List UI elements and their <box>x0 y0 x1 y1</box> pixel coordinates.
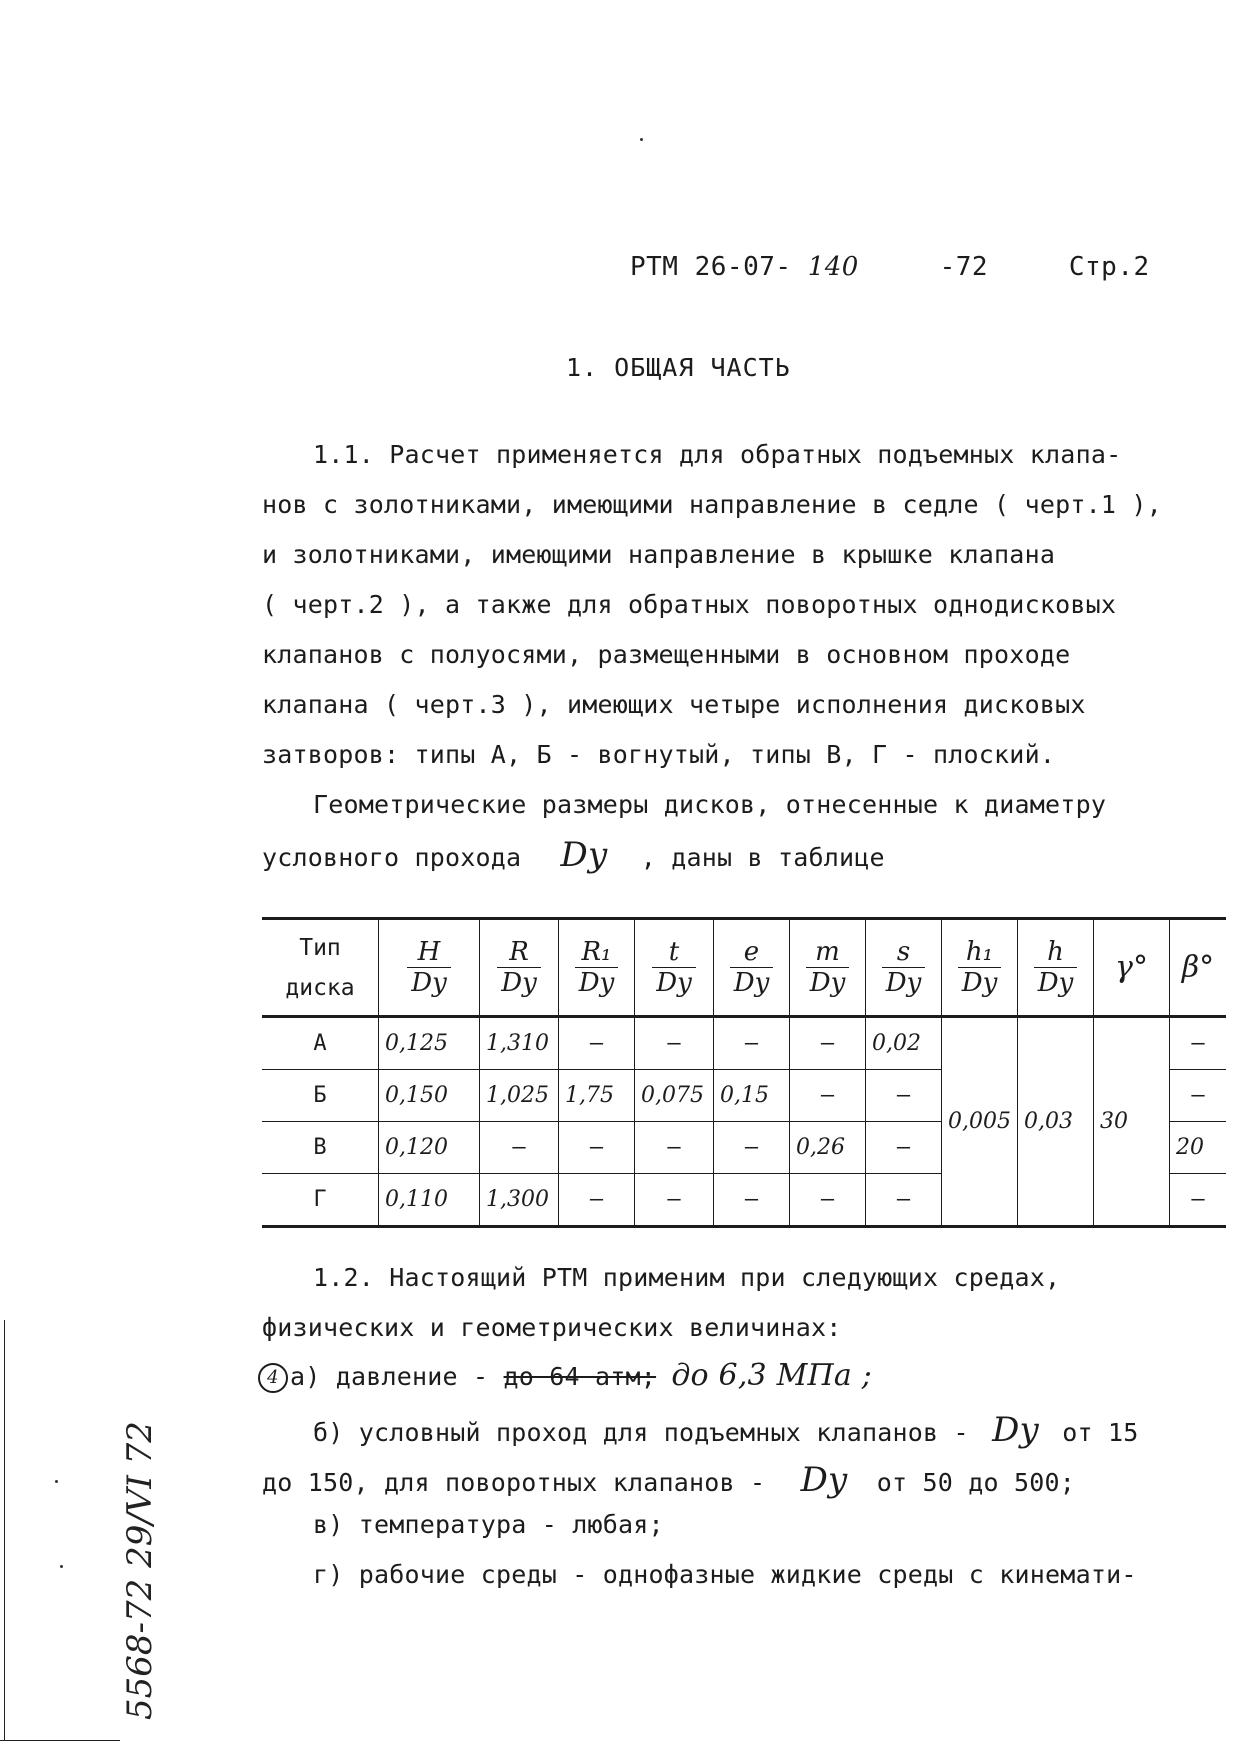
value-cell: 0,150 <box>379 1070 480 1122</box>
value-cell: 0,02 <box>866 1017 942 1070</box>
handwritten-value: до 6,3 МПа ; <box>671 1358 872 1393</box>
dy-symbol: Dy <box>992 1410 1039 1450</box>
doc-code: РТМ 26-07- <box>630 252 792 282</box>
item-a-label: а) давление - <box>290 1362 489 1391</box>
value-cell: — <box>714 1174 790 1227</box>
disk-type-cell: Б <box>262 1070 379 1122</box>
disk-geometry-table <box>262 917 1226 1228</box>
table-header-row <box>262 919 1226 1017</box>
scan-speck <box>60 1565 63 1568</box>
header-disk-type: Тип диска <box>262 919 379 1017</box>
header-gamma: γ° <box>1094 919 1170 1017</box>
item-c-temperature: в) температура - любая; <box>313 1510 664 1539</box>
revision-marker: 4 <box>258 1363 288 1393</box>
disk-type-cell: А <box>262 1017 379 1070</box>
value-cell: 0,125 <box>379 1017 480 1070</box>
header-h-height-ratio: $\frac{h}{Dy}$ <box>1018 919 1094 1017</box>
value-cell: 0,110 <box>379 1174 480 1227</box>
item-d-media: г) рабочие среды - однофазные жидкие среды с кинемати- <box>313 1560 1137 1589</box>
value-cell: — <box>866 1174 942 1227</box>
para-geom-text: условного прохода <box>262 843 522 872</box>
header-h-ratio: $\frac{H}{Dy}$ <box>379 919 480 1017</box>
para-1-1-line: ( черт.2 ), а также для обратных поворотных однодисковых <box>262 590 1117 619</box>
value-cell: — <box>790 1174 866 1227</box>
para-1-1-line: нов с золотниками, имеющими направление в седле ( черт.1 ), <box>262 490 1162 519</box>
value-cell: — <box>714 1017 790 1070</box>
merged-h-cell: 0,03 <box>1018 1017 1094 1227</box>
para-1-2-line2: физических и геометрических величинах: <box>262 1313 842 1342</box>
value-cell: — <box>635 1017 714 1070</box>
header-beta: β° <box>1170 919 1227 1017</box>
value-cell: 1,025 <box>480 1070 559 1122</box>
para-1-2-line1: 1.2. Настоящий РТМ применим при следующих средах, <box>313 1263 1061 1292</box>
scan-speck <box>640 138 643 141</box>
merged-gamma-cell: 30 <box>1094 1017 1170 1227</box>
value-cell: 0,075 <box>635 1070 714 1122</box>
table-row <box>262 1017 1226 1070</box>
para-geom-text-after: , даны в таблице <box>640 843 885 872</box>
para-1-1-line: клапана ( черт.3 ), имеющих четыре исполнения дисковых <box>262 690 1086 719</box>
doc-number: 140 <box>807 252 859 282</box>
beta-cell: — <box>1170 1174 1227 1227</box>
value-cell: — <box>559 1174 635 1227</box>
margin-line <box>4 1320 5 1740</box>
value-cell: 1,310 <box>480 1017 559 1070</box>
para-geom-line2 <box>262 835 885 875</box>
para-geom-line1: Геометрические размеры дисков, отнесенные к диаметру <box>313 790 1107 819</box>
margin-handwritten-note: 5568-72 29/VI 72 <box>120 1421 160 1720</box>
margin-line <box>0 1740 120 1741</box>
header-h1-ratio: $\frac{\text{h₁}}{Dy}$ <box>942 919 1018 1017</box>
value-cell: — <box>790 1070 866 1122</box>
value-cell: — <box>635 1174 714 1227</box>
value-cell: — <box>790 1017 866 1070</box>
value-cell: — <box>480 1122 559 1174</box>
doc-year: -72 <box>939 252 989 282</box>
value-cell: — <box>559 1017 635 1070</box>
value-cell: 0,120 <box>379 1122 480 1174</box>
value-cell: 1,300 <box>480 1174 559 1227</box>
header-m-ratio: $\frac{m}{Dy}$ <box>790 919 866 1017</box>
beta-cell: 20 <box>1170 1122 1227 1174</box>
page-number: Стр.2 <box>1068 252 1150 282</box>
header-s-ratio: $\frac{s}{Dy}$ <box>866 919 942 1017</box>
section-title: 1. ОБЩАЯ ЧАСТЬ <box>566 353 791 382</box>
value-cell: — <box>559 1122 635 1174</box>
disk-type-cell: В <box>262 1122 379 1174</box>
beta-cell: — <box>1170 1070 1227 1122</box>
para-1-1-line: затворов: типы А, Б - вогнутый, типы В, Г - плоский. <box>262 740 1056 769</box>
value-cell: 0,26 <box>790 1122 866 1174</box>
disk-type-cell: Г <box>262 1174 379 1227</box>
page-header <box>630 252 1150 282</box>
struck-value: до 64 атм; <box>503 1362 657 1391</box>
dy-symbol: Dy <box>800 1460 848 1500</box>
header-r-ratio: $\frac{R}{Dy}$ <box>480 919 559 1017</box>
item-a-pressure <box>258 1358 872 1393</box>
para-1-1-line: 1.1. Расчет применяется для обратных подъемных клапа- <box>313 440 1122 469</box>
item-b-line1: б) условный проход для подъемных клапанов - Dy от 15 <box>313 1410 1139 1450</box>
value-cell: — <box>866 1070 942 1122</box>
value-cell: 0,15 <box>714 1070 790 1122</box>
item-b-line2: до 150, для поворотных клапанов - Dy от 50 до 500; <box>262 1460 1075 1500</box>
para-1-1-line: и золотниками, имеющими направление в крышке клапана <box>262 540 1056 569</box>
dy-symbol: Dy <box>560 835 608 875</box>
scan-speck <box>55 1480 58 1483</box>
beta-cell: — <box>1170 1017 1227 1070</box>
value-cell: — <box>635 1122 714 1174</box>
merged-h1-cell: 0,005 <box>942 1017 1018 1227</box>
value-cell: — <box>714 1122 790 1174</box>
value-cell: 1,75 <box>559 1070 635 1122</box>
para-1-1-line: клапанов с полуосями, размещенными в основном проходе <box>262 640 1071 669</box>
header-e-ratio: $\frac{e}{Dy}$ <box>714 919 790 1017</box>
value-cell: — <box>866 1122 942 1174</box>
header-t-ratio: $\frac{t}{Dy}$ <box>635 919 714 1017</box>
header-r1-ratio: $\frac{\text{R₁}}{Dy}$ <box>559 919 635 1017</box>
